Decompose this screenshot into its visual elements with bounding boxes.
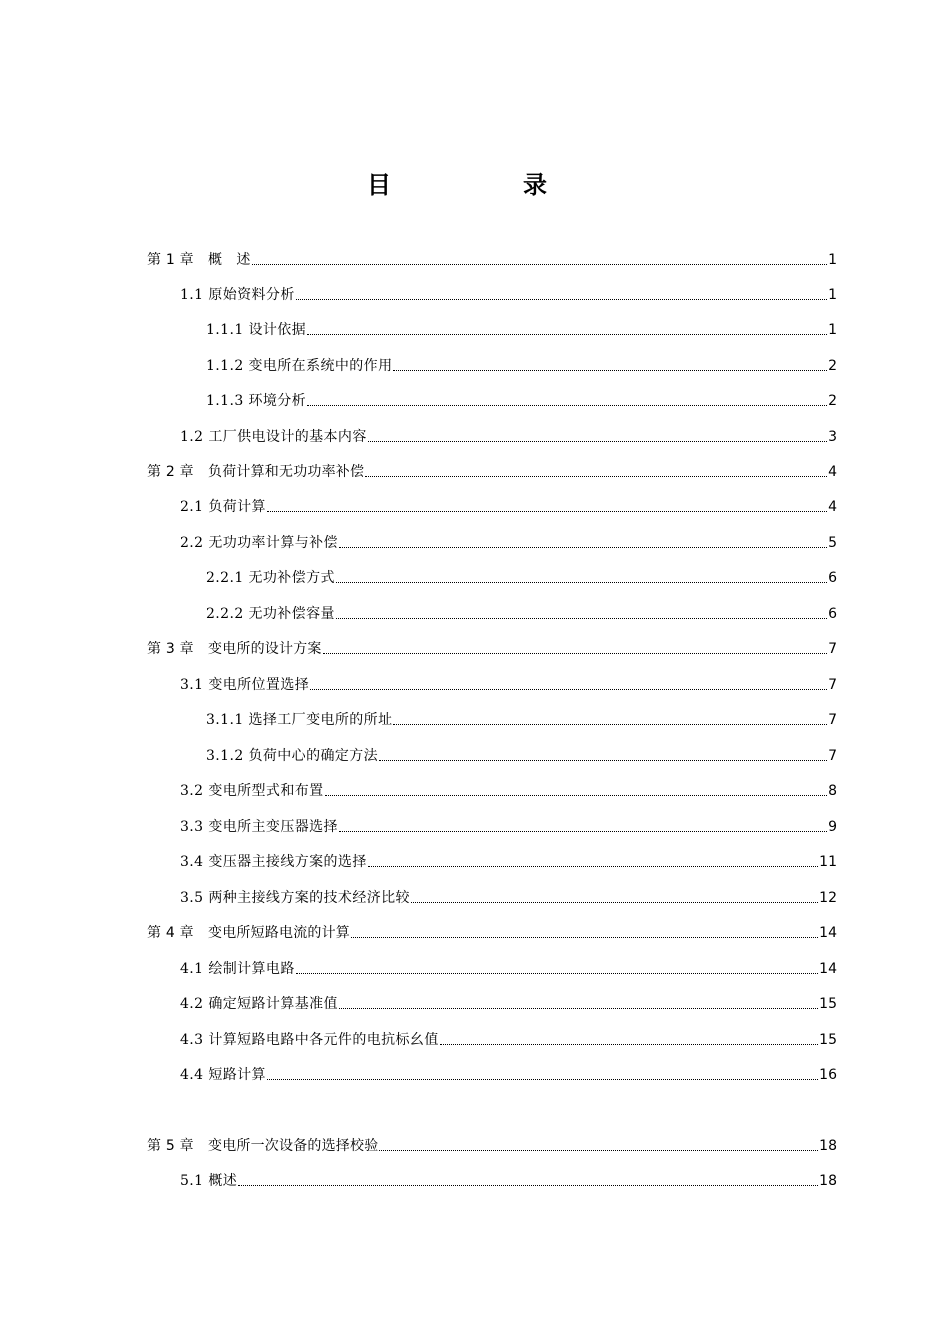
toc-entry-label: 2.2.2 无功补偿容量 bbox=[206, 606, 335, 622]
dot-leader bbox=[238, 1185, 818, 1186]
toc-entry-page: 12 bbox=[819, 890, 837, 906]
toc-entry-page: 3 bbox=[828, 429, 837, 445]
toc-entry-page: 18 bbox=[819, 1173, 837, 1189]
toc-entry-page: 6 bbox=[828, 606, 837, 622]
toc-entry-label: 3.4 变压器主接线方案的选择 bbox=[180, 854, 367, 870]
toc-entry-page: 7 bbox=[828, 712, 837, 728]
toc-entry-label: 3.1.1 选择工厂变电所的所址 bbox=[206, 712, 393, 728]
toc-entry[interactable] bbox=[147, 375, 837, 410]
toc-entry-page: 16 bbox=[819, 1067, 837, 1083]
toc-entry-page: 4 bbox=[828, 464, 837, 480]
dot-leader bbox=[252, 264, 827, 265]
toc-entry[interactable] bbox=[147, 304, 837, 339]
toc-entry[interactable] bbox=[147, 1014, 837, 1049]
toc-entry[interactable] bbox=[147, 765, 837, 800]
dot-leader bbox=[379, 760, 827, 761]
toc-entry-page: 15 bbox=[819, 996, 837, 1012]
dot-leader bbox=[336, 618, 827, 619]
toc-entry-page: 6 bbox=[828, 570, 837, 586]
toc-entry[interactable] bbox=[147, 517, 837, 552]
dot-leader bbox=[351, 937, 818, 938]
toc-entry-page: 1 bbox=[828, 322, 837, 338]
toc-entry[interactable] bbox=[147, 411, 837, 446]
toc-entry-page: 11 bbox=[819, 854, 837, 870]
toc-entry-page: 7 bbox=[828, 641, 837, 657]
dot-leader bbox=[393, 724, 827, 725]
toc-entry-label: 2.2 无功功率计算与补偿 bbox=[180, 535, 338, 551]
toc-entry-label: 3.1.2 负荷中心的确定方法 bbox=[206, 748, 379, 764]
page-title: 目 录 bbox=[367, 171, 601, 199]
toc-entry[interactable] bbox=[147, 446, 837, 481]
toc-entry-label: 第 5 章 变电所一次设备的选择校验 bbox=[147, 1138, 379, 1154]
toc-entry-page: 7 bbox=[828, 677, 837, 693]
toc-entry-page: 14 bbox=[819, 925, 837, 941]
toc-entry-page: 18 bbox=[819, 1138, 837, 1154]
toc-entry-page: 15 bbox=[819, 1032, 837, 1048]
toc-entry-label: 1.2 工厂供电设计的基本内容 bbox=[180, 429, 367, 445]
toc-entry[interactable] bbox=[147, 623, 837, 658]
dot-leader bbox=[368, 441, 827, 442]
dot-leader bbox=[368, 866, 818, 867]
dot-leader bbox=[393, 370, 827, 371]
toc-entry-label: 第 3 章 变电所的设计方案 bbox=[147, 641, 322, 657]
dot-leader bbox=[440, 1044, 818, 1045]
toc-entry[interactable] bbox=[147, 481, 837, 516]
dot-leader bbox=[339, 1008, 818, 1009]
toc-entry-label: 1.1.3 环境分析 bbox=[206, 393, 307, 409]
toc-entry[interactable] bbox=[147, 943, 837, 978]
toc-entry-label: 5.1 概述 bbox=[180, 1173, 238, 1189]
toc-entry[interactable] bbox=[147, 694, 837, 729]
dot-leader bbox=[310, 689, 827, 690]
toc-entry-page: 7 bbox=[828, 748, 837, 764]
dot-leader bbox=[296, 973, 818, 974]
dot-leader bbox=[336, 582, 827, 583]
toc-entry-page: 2 bbox=[828, 358, 837, 374]
toc-entry[interactable] bbox=[147, 234, 837, 269]
toc-entry-page: 9 bbox=[828, 819, 837, 835]
toc-entry-label: 4.3 计算短路电路中各元件的电抗标幺值 bbox=[180, 1032, 439, 1048]
dot-leader bbox=[365, 476, 827, 477]
toc-entry[interactable] bbox=[147, 836, 837, 871]
toc-entry-label: 4.1 绘制计算电路 bbox=[180, 961, 295, 977]
dot-leader bbox=[307, 334, 827, 335]
dot-leader bbox=[267, 1079, 818, 1080]
toc-entry-label: 第 2 章 负荷计算和无功功率补偿 bbox=[147, 464, 365, 480]
toc-entry-label: 3.2 变电所型式和布置 bbox=[180, 783, 324, 799]
dot-leader bbox=[267, 511, 827, 512]
dot-leader bbox=[325, 795, 828, 796]
toc-entry-label: 1.1.2 变电所在系统中的作用 bbox=[206, 358, 393, 374]
toc-entry[interactable] bbox=[147, 1049, 837, 1084]
toc-entry[interactable] bbox=[147, 1155, 837, 1190]
toc-entry-label: 3.3 变电所主变压器选择 bbox=[180, 819, 338, 835]
dot-leader bbox=[379, 1150, 818, 1151]
toc-entry[interactable] bbox=[147, 730, 837, 765]
toc-entry-label: 3.5 两种主接线方案的技术经济比较 bbox=[180, 890, 410, 906]
dot-leader bbox=[296, 299, 827, 300]
toc-entry-label: 1.1.1 设计依据 bbox=[206, 322, 307, 338]
toc-entry[interactable] bbox=[147, 1120, 837, 1155]
toc-entry-page: 1 bbox=[828, 287, 837, 303]
toc-entry-page: 8 bbox=[828, 783, 837, 799]
toc-entry-label: 2.2.1 无功补偿方式 bbox=[206, 570, 335, 586]
toc-entry-label: 第 4 章 变电所短路电流的计算 bbox=[147, 925, 351, 941]
toc-entry-label: 第 1 章 概 述 bbox=[147, 252, 251, 268]
toc-entry-page: 4 bbox=[828, 499, 837, 515]
toc-entry-label: 4.2 确定短路计算基准值 bbox=[180, 996, 338, 1012]
toc-entry[interactable] bbox=[147, 872, 837, 907]
toc-entry-page: 2 bbox=[828, 393, 837, 409]
toc-entry[interactable] bbox=[147, 552, 837, 587]
toc-entry[interactable] bbox=[147, 801, 837, 836]
dot-leader bbox=[307, 405, 827, 406]
toc-entry[interactable] bbox=[147, 588, 837, 623]
toc-entry-label: 3.1 变电所位置选择 bbox=[180, 677, 310, 693]
dot-leader bbox=[339, 547, 827, 548]
dot-leader bbox=[339, 831, 827, 832]
toc-entry-label: 1.1 原始资料分析 bbox=[180, 287, 295, 303]
toc-entry[interactable] bbox=[147, 659, 837, 694]
toc-entry-page: 5 bbox=[828, 535, 837, 551]
dot-leader bbox=[411, 902, 818, 903]
toc-entry-page: 1 bbox=[828, 252, 837, 268]
toc-entry[interactable] bbox=[147, 978, 837, 1013]
toc-entry[interactable] bbox=[147, 907, 837, 942]
toc-entry[interactable] bbox=[147, 340, 837, 375]
dot-leader bbox=[323, 653, 827, 654]
toc-entry[interactable] bbox=[147, 269, 837, 304]
toc-entry-label: 4.4 短路计算 bbox=[180, 1067, 266, 1083]
toc-entry-page: 14 bbox=[819, 961, 837, 977]
toc-entry-label: 2.1 负荷计算 bbox=[180, 499, 266, 515]
